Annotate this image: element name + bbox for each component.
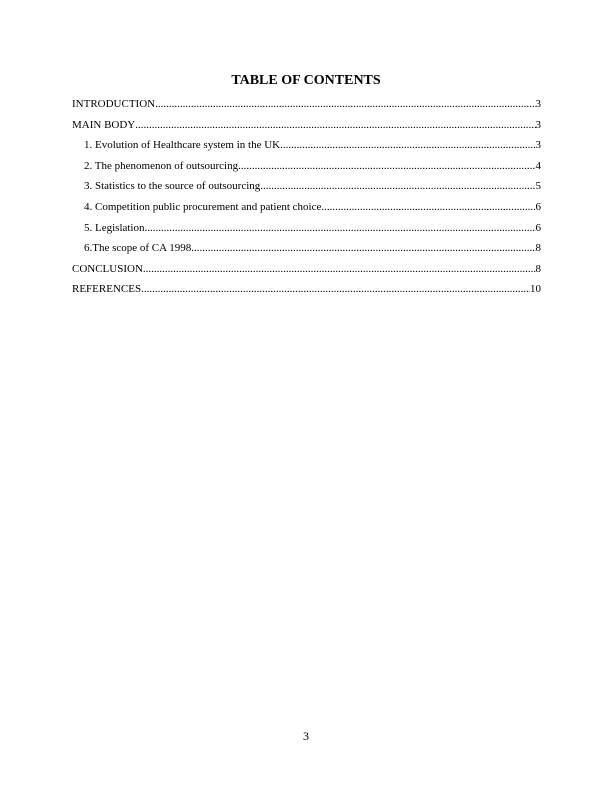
- toc-entry-statistics[interactable]: [72, 176, 541, 197]
- toc-entry-conclusion[interactable]: [72, 259, 541, 280]
- toc-entry-evolution-healthcare[interactable]: [72, 135, 541, 156]
- toc-entry-references[interactable]: [72, 279, 541, 300]
- dot-leader: [155, 94, 535, 115]
- toc-entry-label: MAIN BODY: [72, 118, 136, 131]
- toc-list: [72, 94, 541, 300]
- toc-entry-page: 3: [535, 139, 541, 152]
- toc-title: TABLE OF CONTENTS: [231, 73, 381, 88]
- toc-entry-label: 2. The phenomenon of outsourcing: [84, 159, 239, 172]
- dot-leader: [145, 218, 536, 239]
- toc-entry-label: 5. Legislation: [84, 221, 145, 234]
- toc-entry-scope-ca-1998[interactable]: [72, 238, 541, 259]
- toc-entry-competition[interactable]: [72, 197, 541, 218]
- dot-leader: [141, 279, 530, 300]
- toc-entry-label: 1. Evolution of Healthcare system in the UK: [84, 139, 281, 152]
- dot-leader: [135, 115, 535, 136]
- toc-entry-page: 8: [535, 242, 541, 255]
- toc-entry-label: INTRODUCTION: [72, 98, 156, 110]
- toc-entry-label: 6.The scope of CA 1998: [84, 242, 192, 255]
- toc-entry-page: 5: [535, 180, 541, 193]
- toc-entry-page: 3: [535, 118, 541, 131]
- dot-leader: [143, 259, 536, 280]
- toc-entry-page: 3: [535, 98, 541, 110]
- toc-entry-label: REFERENCES: [72, 283, 142, 296]
- toc-entry-page: 4: [535, 159, 541, 172]
- dot-leader: [280, 135, 535, 156]
- toc-entry-page: 8: [535, 262, 541, 275]
- toc-entry-page: 6: [535, 200, 541, 213]
- dot-leader: [321, 197, 535, 218]
- dot-leader: [260, 176, 535, 197]
- dot-leader: [191, 238, 535, 259]
- dot-leader: [238, 156, 535, 177]
- toc-entry-main-body[interactable]: [72, 115, 541, 136]
- toc-entry-label: CONCLUSION: [72, 262, 143, 275]
- toc-entry-outsourcing-phenomenon[interactable]: [72, 156, 541, 177]
- toc-entry-label: 4. Competition public procurement and patient choice: [84, 200, 322, 213]
- toc-entry-legislation[interactable]: [72, 218, 541, 239]
- toc-entry-page: 10: [530, 283, 541, 296]
- toc-entry-introduction[interactable]: [72, 94, 541, 115]
- toc-entry-page: 6: [535, 221, 541, 234]
- page-number: 3: [303, 729, 309, 743]
- toc-entry-label: 3. Statistics to the source of outsourcing: [84, 180, 261, 193]
